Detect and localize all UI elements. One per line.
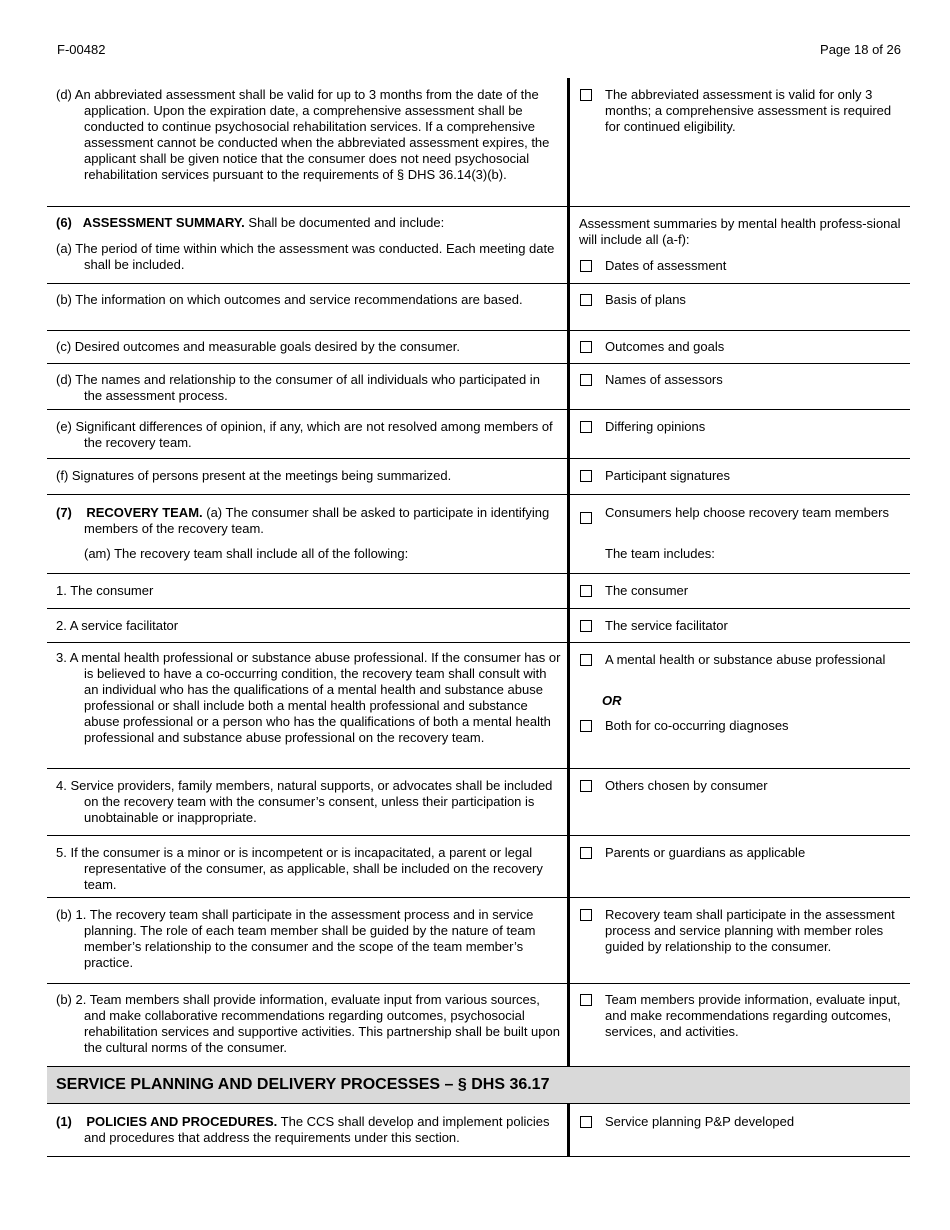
checkbox-label: The service facilitator [605, 618, 728, 633]
row-item-2 [47, 609, 910, 643]
checkbox[interactable] [580, 260, 592, 272]
checkbox-label: The consumer [605, 583, 689, 598]
form-number: F-00482 [57, 42, 106, 57]
checkbox[interactable] [580, 620, 592, 632]
checkbox-label: Participant signatures [605, 468, 731, 483]
or-label: OR [602, 693, 622, 708]
section-number: (6) [56, 215, 72, 230]
row-signatures [47, 459, 910, 495]
heading-rest: (a) The consumer shall be asked to participate in identifying members of the recovery team. [84, 505, 550, 536]
row-left-text: (c) Desired outcomes and measurable goals desired by the consumer. [56, 339, 460, 354]
policies-heading [56, 1114, 561, 1146]
checkbox[interactable] [580, 1116, 592, 1128]
row-left-text: (b) 2. Team members shall provide information, evaluate input from various sources, and make collaborative recommendations regarding outcomes, psychosocial rehabilitation services and supportive activities. This partnership shall be built upon the cultural norms of the consumer. [56, 992, 560, 1055]
checkbox-label: The abbreviated assessment is valid for only 3 months; a comprehensive assessment is required for continued eligibility. [605, 87, 892, 134]
checkbox[interactable] [580, 585, 592, 597]
section-number: (1) [56, 1114, 72, 1129]
checkbox-label: Parents or guardians as applicable [605, 845, 806, 860]
row-left-text: (f) Signatures of persons present at the meetings being summarized. [56, 468, 452, 483]
checkbox-label: Team members provide information, evaluate input, and make recommendations regarding outcomes, services, and activities. [605, 992, 901, 1039]
row-left-text: (d) An abbreviated assessment shall be valid for up to 3 months from the date of the application. Upon the expiration date, a comprehensive assessment shall be conducted to continue psychosocial rehabilitation services. If a comprehensive assessment cannot be conducted when the abbreviated assessment expires, the applicant shall be given notice that the consumer does not need psychosocial rehabilitation services pursuant to the requirements of § DHS 36.14(3)(b). [56, 87, 550, 182]
row-left-text: (d) The names and relationship to the consumer of all individuals who participated in the assessment process. [56, 372, 540, 403]
heading-rest: The CCS shall develop and implement policies and procedures that address the requirements under this section. [84, 1114, 550, 1145]
checkbox[interactable] [580, 994, 592, 1006]
row-outcomes [47, 331, 910, 364]
row-left-text: 5. If the consumer is a minor or is incompetent or is incapacitated, a parent or legal representative of the consumer, as applicable, shall be included on the recovery team. [56, 845, 543, 892]
checkbox[interactable] [580, 341, 592, 353]
recovery-am-text: (am) The recovery team shall include all of the following: [84, 546, 409, 561]
section-heading: RECOVERY TEAM. [86, 505, 203, 520]
row-left-text: 3. A mental health professional or substance abuse professional. If the consumer has or is believed to have a co-occurring condition, the recovery team shall consult with an individual who has the qualifications of a mental health and substance abuse professional or shall include both a mental health professional and substance abuse professional or a person who has the qualifications of both a mental health professional and substance abuse professional on the recovery team. [56, 650, 561, 745]
row-left-text: (e) Significant differences of opinion, if any, which are not resolved among members of the recovery team. [56, 419, 553, 450]
checkbox-label: A mental health or substance abuse professional [605, 652, 886, 667]
checkbox[interactable] [580, 780, 592, 792]
checkbox[interactable] [580, 847, 592, 859]
row-abbreviated-assessment [47, 78, 910, 207]
row-policies [47, 1104, 910, 1157]
checkbox[interactable] [580, 421, 592, 433]
row-differences [47, 410, 910, 459]
row-names [47, 364, 910, 410]
row-left-text: 1. The consumer [56, 583, 154, 598]
row-b1 [47, 898, 910, 984]
row-left-text: 2. A service facilitator [56, 618, 179, 633]
checkbox-label: Names of assessors [605, 372, 723, 387]
row-left-text: (a) The period of time within which the assessment was conducted. Each meeting date shall be included. [56, 241, 555, 272]
checkbox-label: Differing opinions [605, 419, 706, 434]
section-heading: ASSESSMENT SUMMARY. [82, 215, 245, 230]
checkbox[interactable] [580, 89, 592, 101]
checkbox-label: Dates of assessment [605, 258, 727, 273]
section-title: SERVICE PLANNING AND DELIVERY PROCESSES – § DHS 36.17 [56, 1076, 550, 1093]
row-basis [47, 284, 910, 331]
row-item-1 [47, 574, 910, 609]
heading-rest: Shall be documented and include: [244, 215, 445, 230]
row-left-text: 4. Service providers, family members, natural supports, or advocates shall be included on the recovery team with the consumer’s consent, unless their participation is unobtainable or inappropriate. [56, 778, 553, 825]
checkbox[interactable] [580, 470, 592, 482]
checkbox-label: Consumers help choose recovery team members [605, 505, 889, 520]
checkbox-label: Basis of plans [605, 292, 686, 307]
checkbox[interactable] [580, 294, 592, 306]
row-item-3 [47, 643, 910, 769]
checkbox[interactable] [580, 909, 592, 921]
checkbox[interactable] [580, 374, 592, 386]
checkbox-label: Both for co-occurring diagnoses [605, 718, 789, 733]
checkbox-label: Outcomes and goals [605, 339, 725, 354]
row-item-4 [47, 769, 910, 836]
row-item-5 [47, 836, 910, 898]
section-header [47, 1066, 910, 1104]
row-recovery-team [47, 495, 910, 574]
row-left-text: (b) 1. The recovery team shall participate in the assessment process and in service planning. The role of each team member shall be guided by the nature of team member’s relationship to the consumer and the scope of the team member’s practice. [56, 907, 536, 970]
recovery-heading [56, 505, 561, 537]
page-number: Page 18 of 26 [820, 42, 901, 57]
section-number: (7) [56, 505, 72, 520]
checkbox-label: Others chosen by consumer [605, 778, 768, 793]
checkbox-label: Service planning P&P developed [605, 1114, 795, 1129]
right-intro: Assessment summaries by mental health profess-sional will include all (a-f): [579, 216, 901, 247]
team-includes-note: The team includes: [605, 546, 715, 561]
checkbox[interactable] [580, 720, 592, 732]
summary-heading [56, 215, 561, 231]
row-b2 [47, 984, 910, 1066]
checkbox[interactable] [580, 512, 592, 524]
row-left-text: (b) The information on which outcomes and service recommendations are based. [56, 292, 523, 307]
section-heading: POLICIES AND PROCEDURES. [86, 1114, 278, 1129]
row-assessment-summary [47, 207, 910, 284]
checkbox-label: Recovery team shall participate in the assessment process and service planning with member roles guided by relationship to the consumer. [605, 907, 895, 954]
checkbox[interactable] [580, 654, 592, 666]
